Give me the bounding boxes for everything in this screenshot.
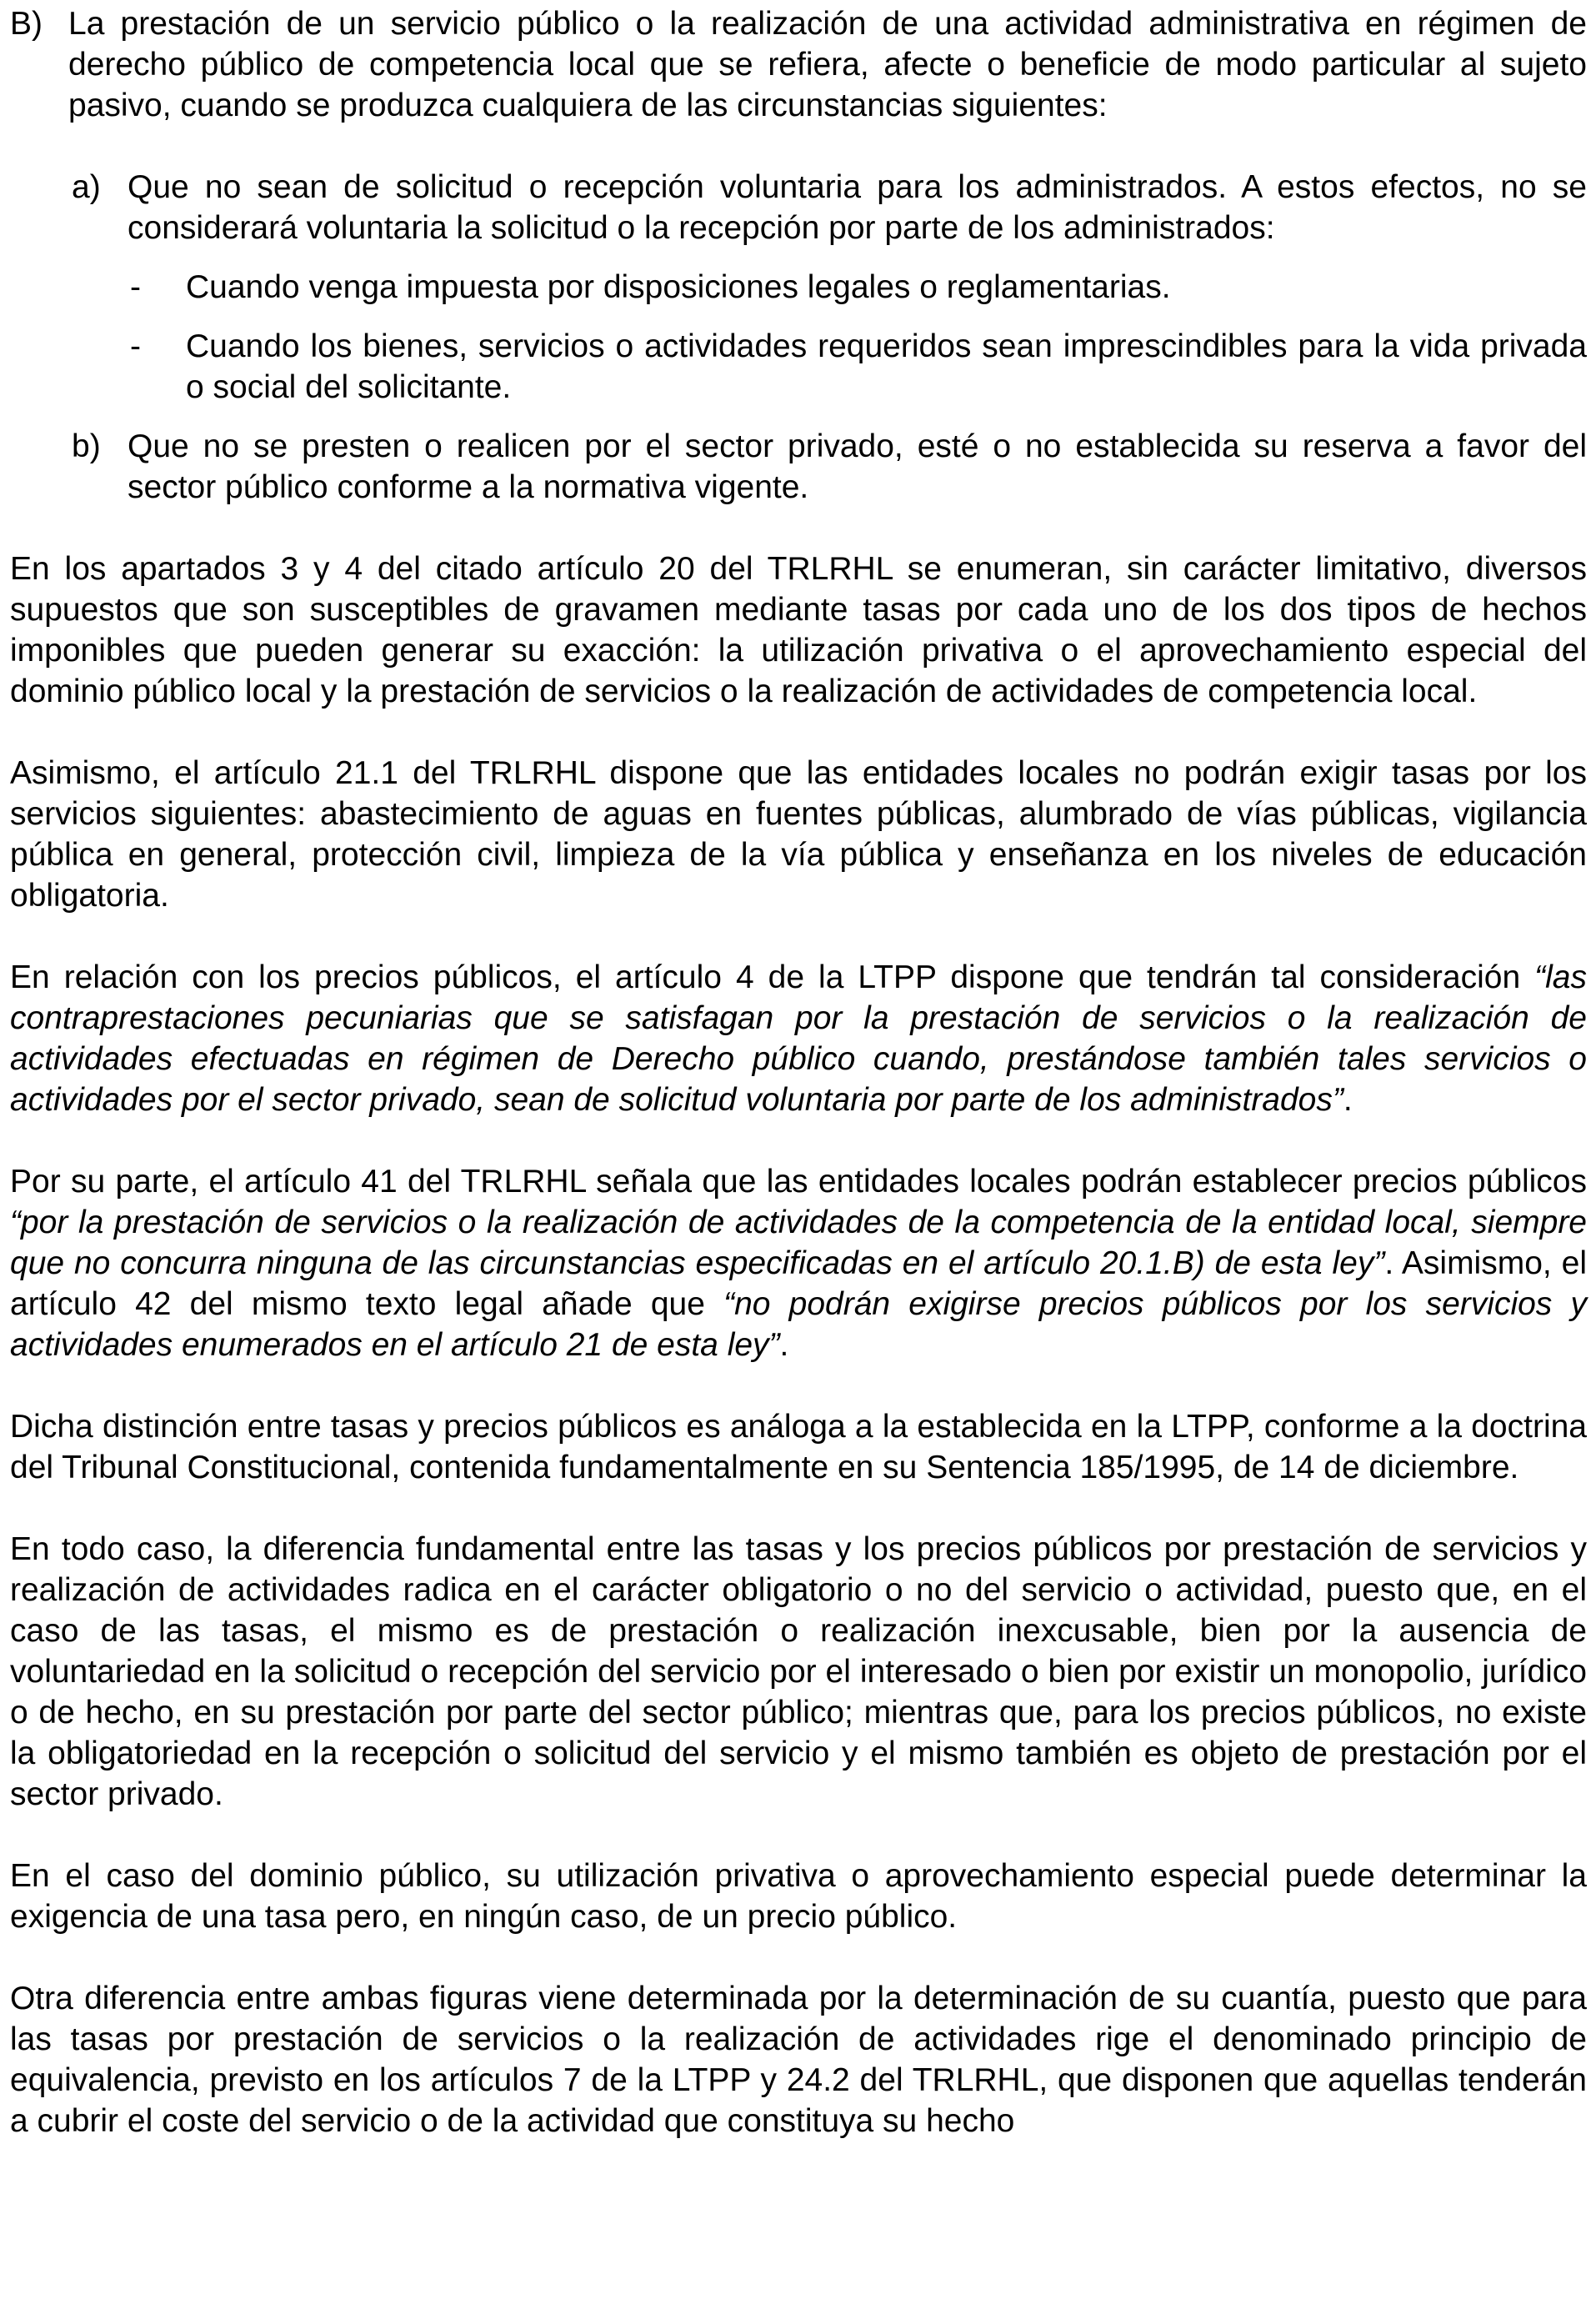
legal-quote: “las contraprestaciones pecuniarias que se satisfagan por la prestación de servicios o la realización de actividades efectuadas en régimen de Derecho público cuando, prestándose también tales servicios o actividades por el sector privado, sean de solicitud voluntaria por parte de los administrados” bbox=[10, 959, 1587, 1118]
legal-quote: “por la prestación de servicios o la realización de actividades de la competencia de la entidad local, siempre que no concurra ninguna de las circunstancias especificadas en el artículo 20.1.B) de esta ley” bbox=[10, 1205, 1587, 1281]
dash-bullet: - bbox=[130, 328, 141, 364]
list-item-label: a) bbox=[72, 169, 101, 205]
list-item-a bbox=[10, 167, 1587, 248]
paragraph-ltpp bbox=[10, 957, 1587, 1120]
paragraph-text: En relación con los precios públicos, el artículo 4 de la LTPP dispone que tendrán tal consideración bbox=[10, 959, 1535, 995]
list-item-text: Que no sean de solicitud o recepción voluntaria para los administrados. A estos efectos, no se considerará voluntaria la solicitud o la recepción por parte de los administrados: bbox=[128, 169, 1587, 246]
paragraph: Asimismo, el artículo 21.1 del TRLRHL dispone que las entidades locales no podrán exigir tasas por los servicios siguientes: abastecimiento de aguas en fuentes públicas, alumbrado de vías públicas, vigilancia pública en general, protección civil, limpieza de la vía pública y enseñanza en los niveles de educación obligatoria. bbox=[10, 755, 1587, 914]
document-page bbox=[10, 3, 1587, 2141]
legal-quote: “no podrán exigirse precios públicos por los servicios y actividades enumerados en el artículo 21 de esta ley” bbox=[10, 1286, 1587, 1363]
paragraph: Otra diferencia entre ambas figuras viene determinada por la determinación de su cuantía, puesto que para las tasas por prestación de servicios o la realización de actividades rige el denominado principio de equivalencia, previsto en los artículos 7 de la LTPP y 24.2 del TRLRHL, que disponen que aquellas tenderán a cubrir el coste del servicio o de la actividad que constituya su hecho bbox=[10, 1981, 1587, 2139]
dash-item bbox=[10, 326, 1587, 408]
paragraph-text: . bbox=[779, 1327, 789, 1363]
dash-item-text: Cuando venga impuesta por disposiciones legales o reglamentarias. bbox=[186, 269, 1171, 305]
paragraph-text: . Asimismo, el artículo 42 del mismo texto legal añade que bbox=[10, 1245, 1587, 1322]
dash-item bbox=[10, 267, 1587, 308]
list-item-b bbox=[10, 426, 1587, 508]
paragraph: En el caso del dominio público, su utilización privativa o aprovechamiento especial puede determinar la exigencia de una tasa pero, en ningún caso, de un precio público. bbox=[10, 1858, 1587, 1935]
list-item-B bbox=[10, 3, 1587, 126]
paragraph: En todo caso, la diferencia fundamental entre las tasas y los precios públicos por prestación de servicios y realización de actividades radica en el carácter obligatorio o no del servicio o actividad, puesto que, en el caso de las tasas, el mismo es de prestación o realización inexcusable, bien por la ausencia de voluntariedad en la solicitud o recepción del servicio por el interesado o bien por existir un monopolio, jurídico o de hecho, en su prestación por parte del sector público; mientras que, para los precios públicos, no existe la obligatoriedad en la recepción o solicitud del servicio y el mismo también es objeto de prestación por el sector privado. bbox=[10, 1531, 1587, 1812]
paragraph-art41 bbox=[10, 1161, 1587, 1365]
dash-bullet: - bbox=[130, 269, 141, 305]
paragraph: En los apartados 3 y 4 del citado artículo 20 del TRLRHL se enumeran, sin carácter limitativo, diversos supuestos que son susceptibles de gravamen mediante tasas por cada uno de los dos tipos de hechos imponibles que pueden generar su exacción: la utilización privativa o el aprovechamiento especial del dominio público local y la prestación de servicios o la realización de actividades de competencia local. bbox=[10, 551, 1587, 709]
list-item-label: b) bbox=[72, 428, 101, 464]
list-item-text: La prestación de un servicio público o la realización de una actividad administrativa en régimen de derecho público de competencia local que se refiera, afecte o beneficie de modo particular al sujeto pasivo, cuando se produzca cualquiera de las circunstancias siguientes: bbox=[68, 6, 1587, 123]
paragraph: Dicha distinción entre tasas y precios públicos es análoga a la establecida en la LTPP, conforme a la doctrina del Tribunal Constitucional, contenida fundamentalmente en su Sentencia 185/1995, de 14 de diciembre. bbox=[10, 1409, 1587, 1485]
dash-item-text: Cuando los bienes, servicios o actividades requeridos sean imprescindibles para la vida privada o social del solicitante. bbox=[186, 328, 1587, 405]
list-item-label: B) bbox=[10, 6, 43, 42]
paragraph-text: . bbox=[1343, 1082, 1353, 1118]
paragraph-text: Por su parte, el artículo 41 del TRLRHL señala que las entidades locales podrán establecer precios públicos bbox=[10, 1164, 1587, 1200]
list-item-text: Que no se presten o realicen por el sector privado, esté o no establecida su reserva a favor del sector público conforme a la normativa vigente. bbox=[128, 428, 1587, 505]
